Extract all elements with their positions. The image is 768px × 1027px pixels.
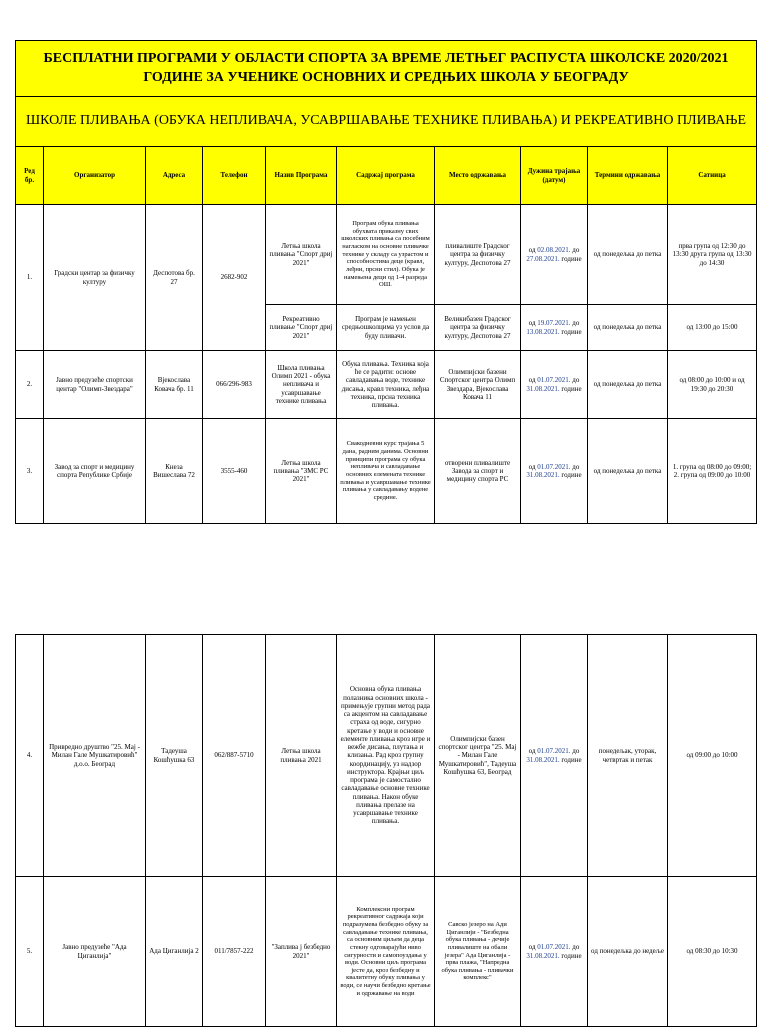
program-name: Рекреативно пливање "Спорт дриј 2021"	[266, 305, 337, 351]
table-row	[16, 205, 757, 305]
place: пливалиште Градског центра за физичку културу, Деспотова 27	[435, 205, 521, 305]
schedule: од 08:00 до 10:00 и од 19:30 до 20:30	[668, 351, 757, 419]
address: Ада Циганлија 2	[146, 877, 203, 1027]
terms: понедељак, уторак, четвртак и петак	[588, 635, 668, 877]
header-address: Адреса	[146, 147, 203, 205]
organizer: Јавно предузеће спортски центар "Олимп-Звездара"	[44, 351, 146, 419]
terms: од понедељка до петка	[588, 205, 668, 305]
duration: од 01.07.2021. до 31.08.2021. године	[521, 635, 588, 877]
terms: од понедељка до петка	[588, 351, 668, 419]
header-program-name: Назив Програма	[266, 147, 337, 205]
section-title: ШКОЛЕ ПЛИВАЊА (ОБУКА НЕПЛИВАЧА, УСАВРШАВАЊЕ ТЕХНИКЕ ПЛИВАЊА) И РЕКРЕАТИВНО ПЛИВАЊЕ	[16, 97, 757, 147]
duration: од 01.07.2021. до 31.08.2021. године	[521, 351, 588, 419]
row-number: 2.	[16, 351, 44, 419]
phone: 066/296-983	[203, 351, 266, 419]
schedule: од 13:00 до 15:00	[668, 305, 757, 351]
header-phone: Телефон	[203, 147, 266, 205]
schedule: прва група од 12:30 до 13:30 друга група од 13:30 до 14:30	[668, 205, 757, 305]
header-schedule: Сатница	[668, 147, 757, 205]
program-name: Школа пливања Олимп 2021 - обука непливача и усавршавање технике пливања	[266, 351, 337, 419]
row-number: 3.	[16, 419, 44, 524]
program-content: Свакодневни курс трајања 5 дана, радним данима. Основни принципи програма су обука непливача и савладавање основних елемената технике пливања и усавршавање технике пливања у савладавању водене средине.	[337, 419, 435, 524]
main-title: БЕСПЛАТНИ ПРОГРАМИ У ОБЛАСТИ СПОРТА ЗА ВРЕМЕ ЛЕТЊЕГ РАСПУСТА ШКОЛСКЕ 2020/2021 ГОДИНЕ ЗА УЧЕНИКЕ ОСНОВНИХ И СРЕДЊИХ ШКОЛА У БЕОГРАДУ	[16, 41, 757, 97]
place: Олимпијски базени Спортског центра Олимп Звездара, Вјекослава Ковача 11	[435, 351, 521, 419]
program-content: Основна обука пливања полазника основних школа - примењује групни метод рада са акцентом на савладавање страха од воде, сигурно кретање у води и основне елементе пливања кроз игре и вежбе дисања, плутања и клизања. Рад кроз групну координацију, уз надзор инструктора. Крајњи циљ програма је самостално савладавање основне технике пливања. Након обуке пливања прелазе на усавршавање технике пливања.	[337, 635, 435, 877]
organizer: Завод за спорт и медицину спорта Републике Србије	[44, 419, 146, 524]
terms: од понедељка до недеље	[588, 877, 668, 1027]
phone: 3555-460	[203, 419, 266, 524]
programs-table-bottom	[15, 634, 757, 1027]
place: отворени пливалиште Завода за спорт и медицину спорта РС	[435, 419, 521, 524]
program-name: Летња школа пливања "ЗМС РС 2021"	[266, 419, 337, 524]
program-name: Летња школа пливања 2021	[266, 635, 337, 877]
row-number: 5.	[16, 877, 44, 1027]
duration: од 02.08.2021. до 27.08.2021. године	[521, 205, 588, 305]
place: Савско језеро на Ади Циганлији - "Безбедна обука пливања - дечије пливалиште на обали језера" Ада Циганлија - прва плажа, "Напредна обука пливања - пливачки комплекс"	[435, 877, 521, 1027]
table-row	[16, 419, 757, 524]
organizer: Градски центар за физичку културу	[44, 205, 146, 351]
header-rb: Ред бр.	[16, 147, 44, 205]
header-organizer: Организатор	[44, 147, 146, 205]
program-name: "Заплива ј безбедно 2021"	[266, 877, 337, 1027]
place: Олимпијски базен спортског центра "25. Мај - Милан Гале Мушкатировић", Тадеуша Кошћушка 63, Београд	[435, 635, 521, 877]
organizer: Привредно друштво "25. Мај - Милан Гале Мушкатировић" д.о.о. Београд	[44, 635, 146, 877]
duration: од 01.07.2021. до 31.08.2021. године	[521, 419, 588, 524]
program-name: Летња школа пливања "Спорт дриј 2021"	[266, 205, 337, 305]
address: Кнеза Вишеслава 72	[146, 419, 203, 524]
header-duration: Дужина трајања (датум)	[521, 147, 588, 205]
duration: од 01.07.2021. до 31.08.2021. године	[521, 877, 588, 1027]
schedule: од 09:00 до 10:00	[668, 635, 757, 877]
header-terms: Термини одржавања	[588, 147, 668, 205]
duration: од 19.07.2021. до 13.08.2021. године	[521, 305, 588, 351]
address: Деспотова бр. 27	[146, 205, 203, 351]
row-number: 4.	[16, 635, 44, 877]
table-row	[16, 635, 757, 877]
phone: 2682-902	[203, 205, 266, 351]
address: Вјекослава Ковача бр. 11	[146, 351, 203, 419]
table-row	[16, 877, 757, 1027]
terms: од понедељка до петка	[588, 419, 668, 524]
program-content: Комплексни програм рекреативног садржаја који подразумева безбедно обуку за савладавање технике пливања, са основним циљем да деца стекну одговарајући ниво сигурности и самопоуздања у води. Основни циљ програма јесте да, кроз безбедну и квалитетну обуку пливања у води, се научи безбедно кретање и одржавање на води	[337, 877, 435, 1027]
organizer: Јавно предузеће "Ада Циганлија"	[44, 877, 146, 1027]
program-content: Обука пливања. Техника која ће се радити: основе савладавања воде, технике дисања, кравл техника, леђна техника, прсна техника пливања.	[337, 351, 435, 419]
place: Великибазен Градског центра за физичку културу, Деспотова 27	[435, 305, 521, 351]
table-row	[16, 351, 757, 419]
header-place: Место одржавања	[435, 147, 521, 205]
programs-table-top	[15, 40, 757, 524]
phone: 062/887-5710	[203, 635, 266, 877]
program-content: Програм је намењен средњошколцима уз услов да буду пливачи.	[337, 305, 435, 351]
row-number: 1.	[16, 205, 44, 351]
schedule: 1. група од 08:00 до 09:00; 2. група од 09:00 до 10:00	[668, 419, 757, 524]
address: Тадеуша Кошћушка 63	[146, 635, 203, 877]
program-content: Програм обука пливања обухвата приказну свих школских пливања са посебним нагласком на основне пливачке технике у складу са узрастом и способностима деце (кравл, леђни, прсни стил). Обука је намењена деци од 1-4 разреда ОШ.	[337, 205, 435, 305]
header-program-content: Садржај програма	[337, 147, 435, 205]
terms: од понедељка до петка	[588, 305, 668, 351]
phone: 011/7857-222	[203, 877, 266, 1027]
schedule: од 08:30 до 10:30	[668, 877, 757, 1027]
